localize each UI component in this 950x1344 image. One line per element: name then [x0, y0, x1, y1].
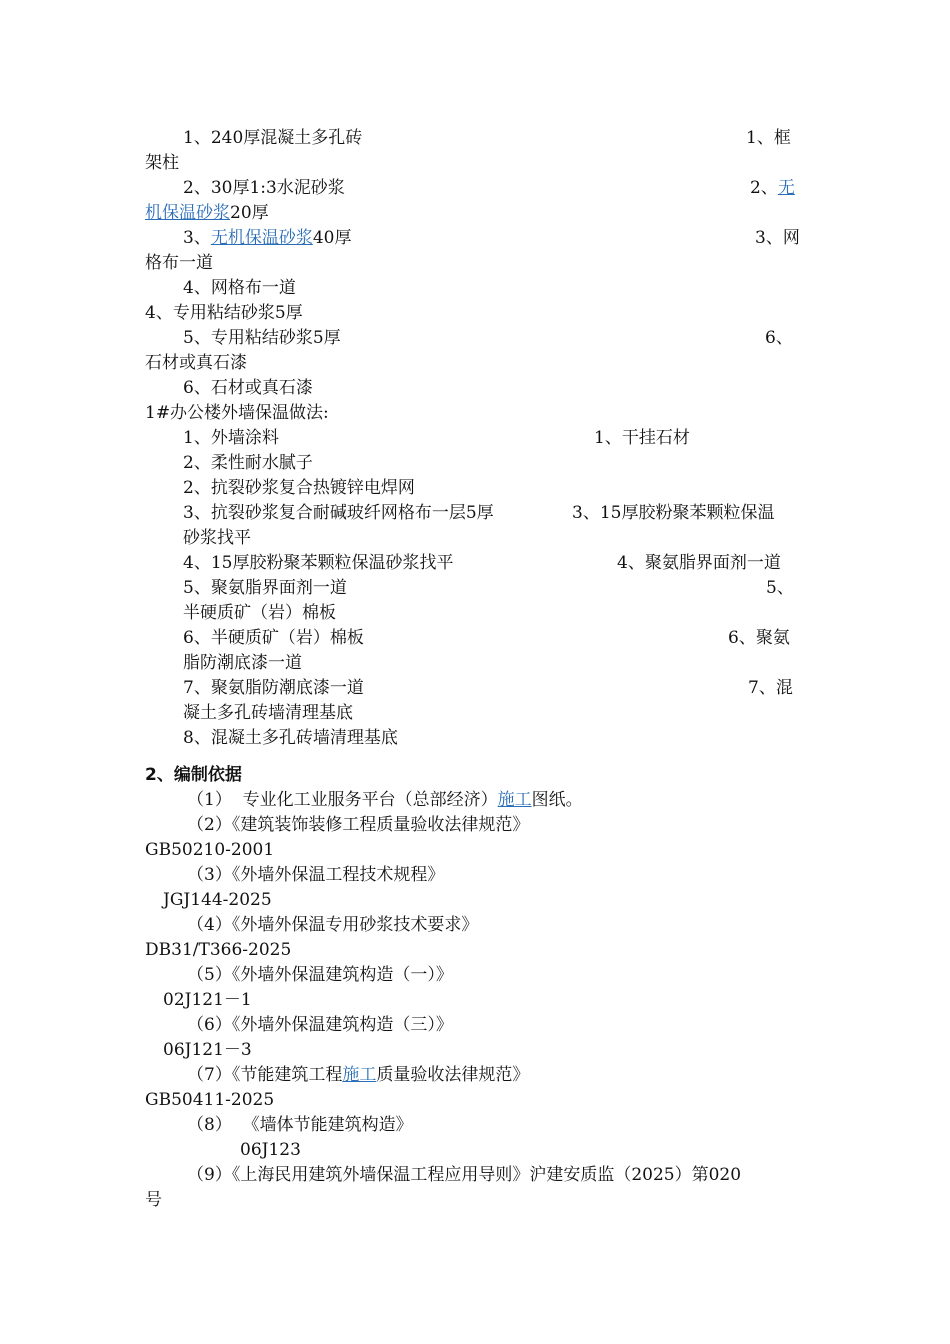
link-inorganic-mortar-a[interactable]: 无 [777, 178, 795, 198]
layer-left-4: 4、网格布一道 [183, 278, 296, 298]
office-right-5: 5、 [766, 578, 794, 598]
basis-item-2-code: GB50210-2001 [145, 840, 275, 860]
link-construction-1[interactable]: 施工 [497, 790, 532, 810]
layer-right-1: 1、框 [746, 128, 791, 148]
basis-item-5-code: 02J121－1 [163, 990, 252, 1010]
office-left-1: 1、外墙涂料 [183, 428, 279, 448]
layer-left-6: 6、石材或真石漆 [183, 378, 313, 398]
basis-item-7: （7）《节能建筑工程施工质量验收法律规范》 [187, 1065, 530, 1085]
office-left-5: 5、聚氨脂界面剂一道 [183, 578, 347, 598]
basis-item-2: （2）《建筑装饰装修工程质量验收法律规范》 [187, 815, 530, 835]
layer-left-2: 2、30厚1:3水泥砂浆 [183, 178, 345, 198]
office-right-5-cont: 半硬质矿（岩）棉板 [183, 603, 336, 623]
office-right-4: 4、聚氨脂界面剂一道 [617, 553, 781, 573]
basis-item-3-code: JGJ144-2025 [163, 890, 272, 910]
basis-item-4: （4）《外墙外保温专用砂浆技术要求》 [187, 915, 479, 935]
basis-item-6-code: 06J121－3 [163, 1040, 252, 1060]
office-title: 1#办公楼外墙保温做法: [145, 403, 329, 423]
layer-right-6: 6、 [765, 328, 793, 348]
basis-item-8: （8） 《墙体节能建筑构造》 [187, 1115, 413, 1135]
layer-right-3: 3、网 [755, 228, 800, 248]
basis-item-4-code: DB31/T366-2025 [145, 940, 292, 960]
office-right-1: 1、干挂石材 [594, 428, 690, 448]
office-right-6-cont: 脂防潮底漆一道 [183, 653, 302, 673]
layer-right-4: 4、专用粘结砂浆5厚 [145, 303, 303, 323]
basis-item-5: （5）《外墙外保温建筑构造（一）》 [187, 965, 453, 985]
office-left-6: 6、半硬质矿（岩）棉板 [183, 628, 364, 648]
office-right-6: 6、聚氨 [728, 628, 790, 648]
office-right-7-cont: 凝土多孔砖墙清理基底 [183, 703, 353, 723]
office-left-7: 7、聚氨脂防潮底漆一道 [183, 678, 364, 698]
basis-item-7-code: GB50411-2025 [145, 1090, 275, 1110]
office-right-7: 7、混 [748, 678, 793, 698]
section-heading: 2、编制依据 [145, 765, 242, 785]
office-right-3-cont: 砂浆找平 [183, 528, 251, 548]
office-left-2: 2、柔性耐水腻子 [183, 453, 313, 473]
basis-item-9-tail: 号 [145, 1190, 162, 1210]
basis-item-6: （6）《外墙外保温建筑构造（三）》 [187, 1015, 453, 1035]
layer-right-3-cont: 格布一道 [145, 253, 213, 273]
layer-right-1-cont: 架柱 [145, 153, 179, 173]
layer-right-2: 2、无 [750, 178, 795, 198]
office-right-3: 3、15厚胶粉聚苯颗粒保温 [572, 503, 775, 523]
link-inorganic-mortar-b[interactable]: 机保温砂浆 [145, 203, 230, 223]
layer-right-2-cont: 机保温砂浆20厚 [145, 203, 269, 223]
basis-item-1: （1） 专业化工业服务平台（总部经济）施工图纸。 [187, 790, 583, 810]
office-left-8: 8、混凝土多孔砖墙清理基底 [183, 728, 398, 748]
office-left-3: 3、抗裂砂浆复合耐碱玻纤网格布一层5厚 [183, 503, 494, 523]
office-right-2: 2、抗裂砂浆复合热镀锌电焊网 [183, 478, 415, 498]
layer-right-6-cont: 石材或真石漆 [145, 353, 247, 373]
layer-left-3: 3、无机保温砂浆40厚 [183, 228, 352, 248]
office-left-4: 4、15厚胶粉聚苯颗粒保温砂浆找平 [183, 553, 454, 573]
basis-item-3: （3）《外墙外保温工程技术规程》 [187, 865, 445, 885]
link-inorganic-mortar-c[interactable]: 无机保温砂浆 [210, 228, 313, 248]
link-construction-2[interactable]: 施工 [342, 1065, 377, 1085]
layer-left-1: 1、240厚混凝土多孔砖 [183, 128, 363, 148]
layer-left-5: 5、专用粘结砂浆5厚 [183, 328, 341, 348]
basis-item-8-code: 06J123 [240, 1140, 301, 1160]
basis-item-9: （9）《上海民用建筑外墙保温工程应用导则》沪建安质监（2025）第020 [187, 1165, 742, 1185]
